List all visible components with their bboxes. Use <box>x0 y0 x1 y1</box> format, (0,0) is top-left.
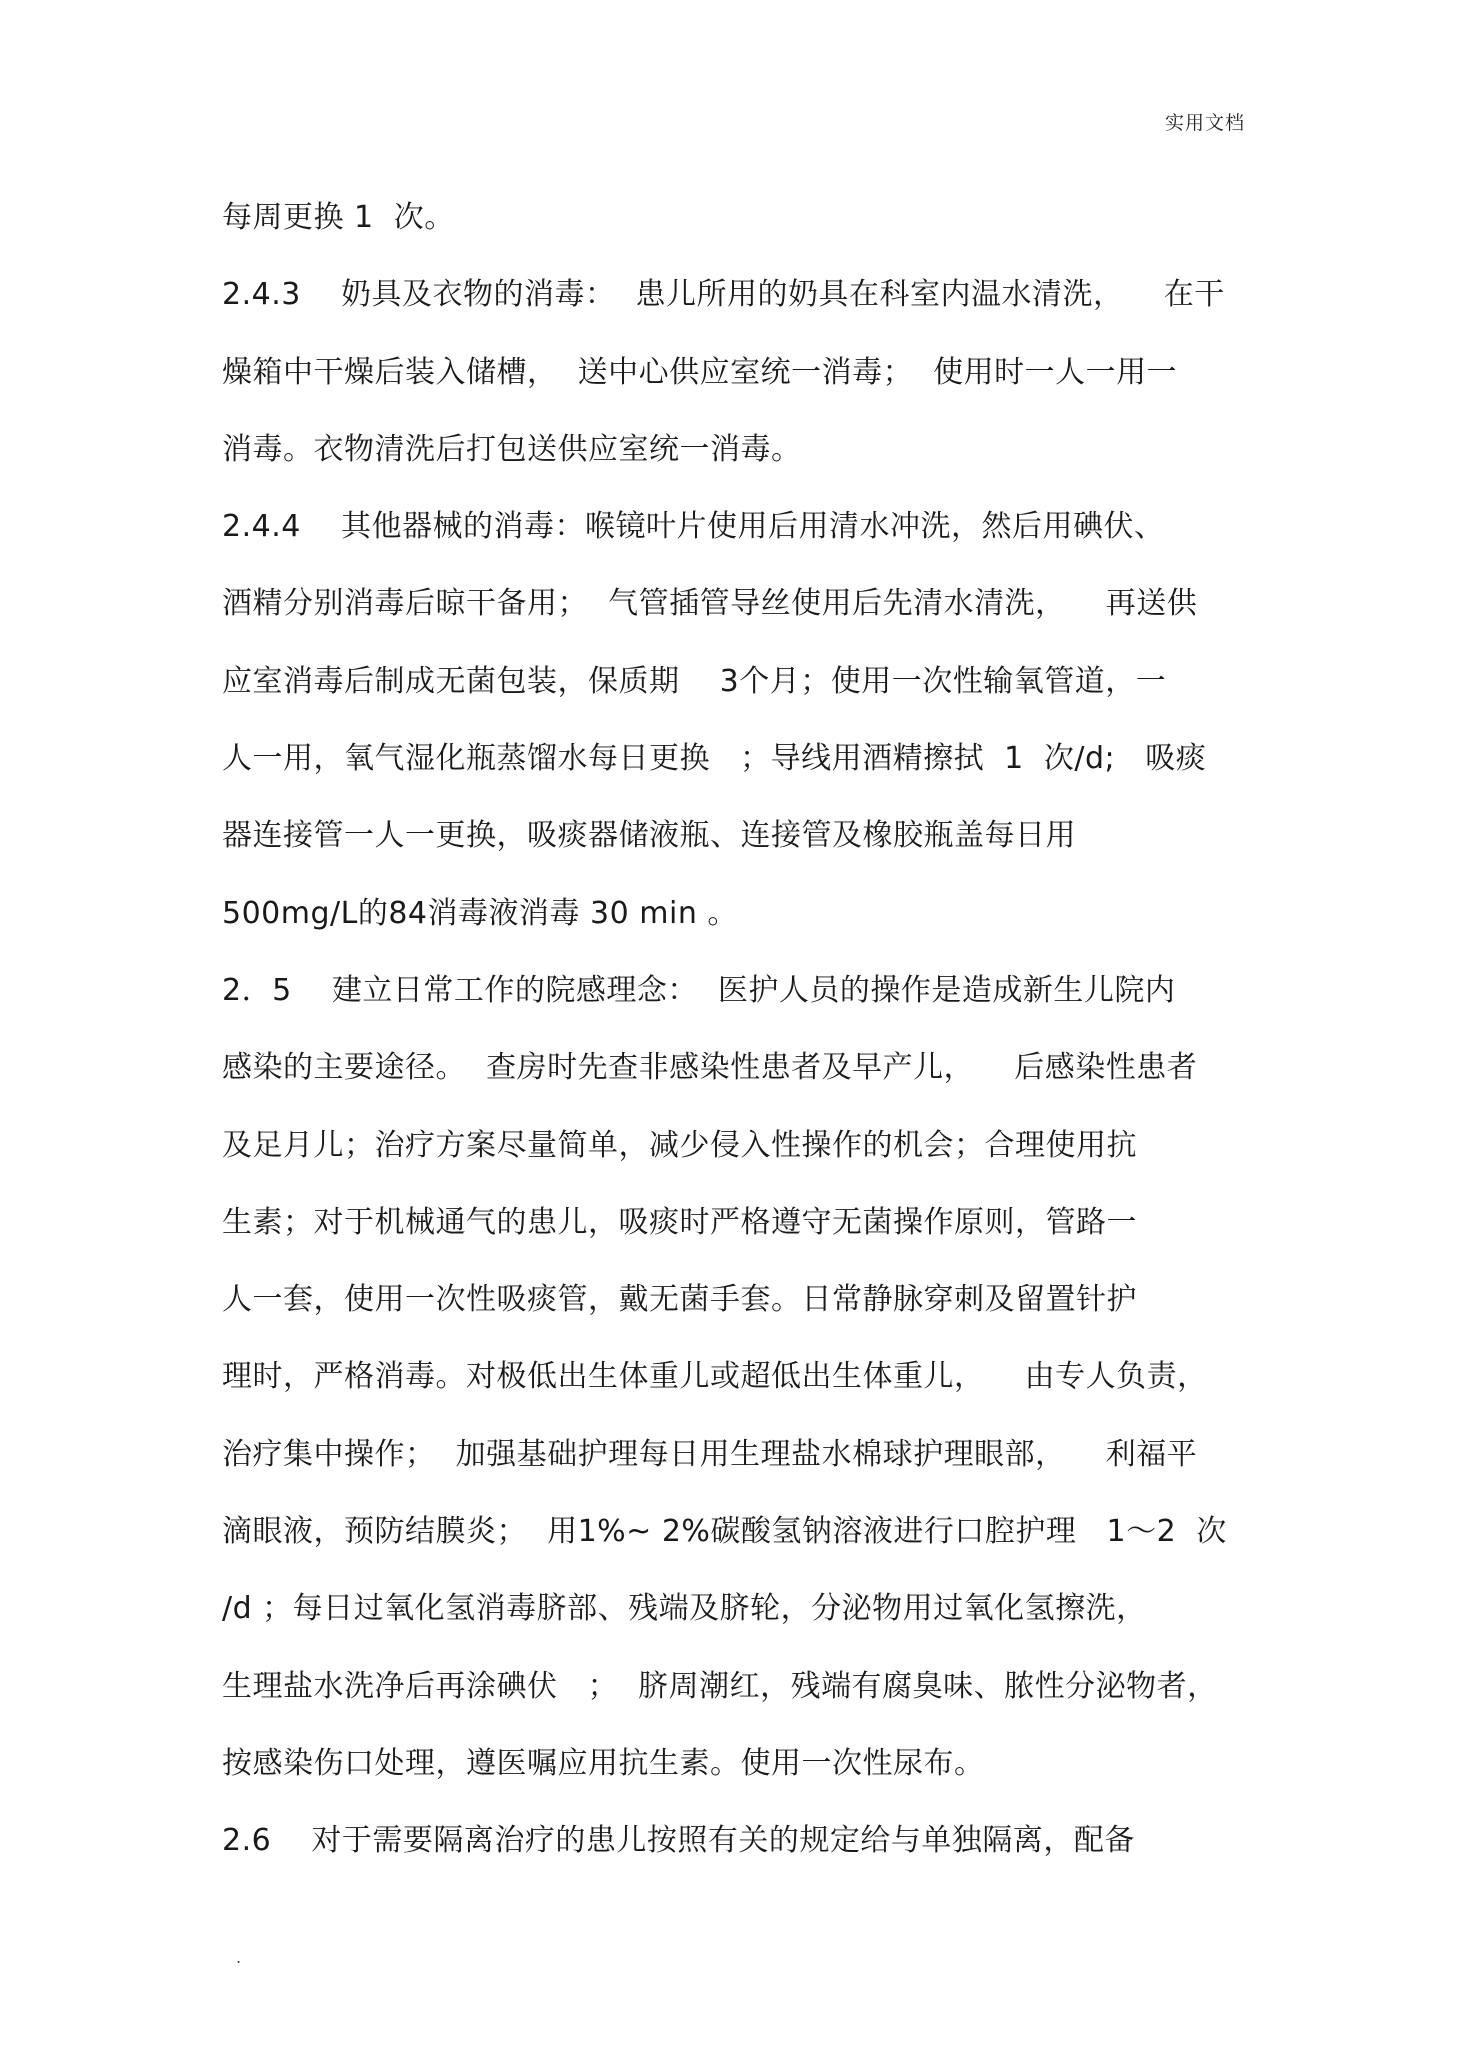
page-header-label: 实用文档 <box>1164 112 1245 134</box>
text-line: 燥箱中干燥后装入储槽， 送中心供应室统一消毒； 使用时一人一用一 <box>222 354 1178 390</box>
text-line: 理时，严格消毒。对极低出生体重儿或超低出生体重儿， 由专人负责， <box>222 1359 1208 1395</box>
text-line: 每周更换 1 次。 <box>222 200 455 235</box>
text-line: 2.4.3 奶具及衣物的消毒： 患儿所用的奶具在科室内温水清洗， 在干 <box>222 277 1225 313</box>
document-body <box>222 192 1252 1893</box>
text-line: 2．5 建立日常工作的院感理念： 医护人员的操作是造成新生儿院内 <box>222 972 1176 1008</box>
text-line: 滴眼液，预防结膜炎； 用1%~ 2%碳酸氢钠溶液进行口腔护理 1～2 次 <box>222 1514 1227 1550</box>
text-line: 生理盐水洗净后再涂碘伏 ； 脐周潮红，残端有腐臭味、脓性分泌物者， <box>222 1668 1218 1704</box>
text-line: 器连接管一人一更换，吸痰器储液瓶、连接管及橡胶瓶盖每日用 <box>222 818 1076 854</box>
text-line: /d ；每日过氧化氢消毒脐部、残端及脐轮，分泌物用过氧化氢擦洗， <box>222 1591 1147 1627</box>
text-line: 人一用，氧气湿化瓶蒸馏水每日更换 ；导线用酒精擦拭 1 次/d; 吸痰 <box>222 741 1207 777</box>
text-line: 人一套，使用一次性吸痰管，戴无菌手套。日常静脉穿刺及留置针护 <box>222 1282 1137 1318</box>
text-line: 及足月儿；治疗方案尽量简单，减少侵入性操作的机会；合理使用抗 <box>222 1127 1137 1163</box>
text-line: 酒精分别消毒后晾干备用； 气管插管导丝使用后先清水清洗， 再送供 <box>222 586 1198 622</box>
text-line: 感染的主要途径。 查房时先查非感染性患者及早产儿， 后感染性患者 <box>222 1050 1198 1086</box>
text-line: 按感染伤口处理，遵医嘱应用抗生素。使用一次性尿布。 <box>222 1745 985 1781</box>
text-line: 2.6 对于需要隔离治疗的患儿按照有关的规定给与单独隔离，配备 <box>222 1823 1135 1859</box>
text-line: 治疗集中操作； 加强基础护理每日用生理盐水棉球护理眼部， 利福平 <box>222 1436 1198 1472</box>
footer-mark: . <box>236 1948 242 1967</box>
text-line: 2.4.4 其他器械的消毒：喉镜叶片使用后用清水冲洗，然后用碘伏、 <box>222 509 1165 545</box>
text-line: 消毒。衣物清洗后打包送供应室统一消毒。 <box>222 431 802 467</box>
text-line: 生素；对于机械通气的患儿，吸痰时严格遵守无菌操作原则，管路一 <box>222 1204 1137 1240</box>
text-line: 500mg/L的84消毒液消毒 30 min 。 <box>222 895 738 931</box>
text-line: 应室消毒后制成无菌包装，保质期 3个月；使用一次性输氧管道，一 <box>222 663 1167 699</box>
